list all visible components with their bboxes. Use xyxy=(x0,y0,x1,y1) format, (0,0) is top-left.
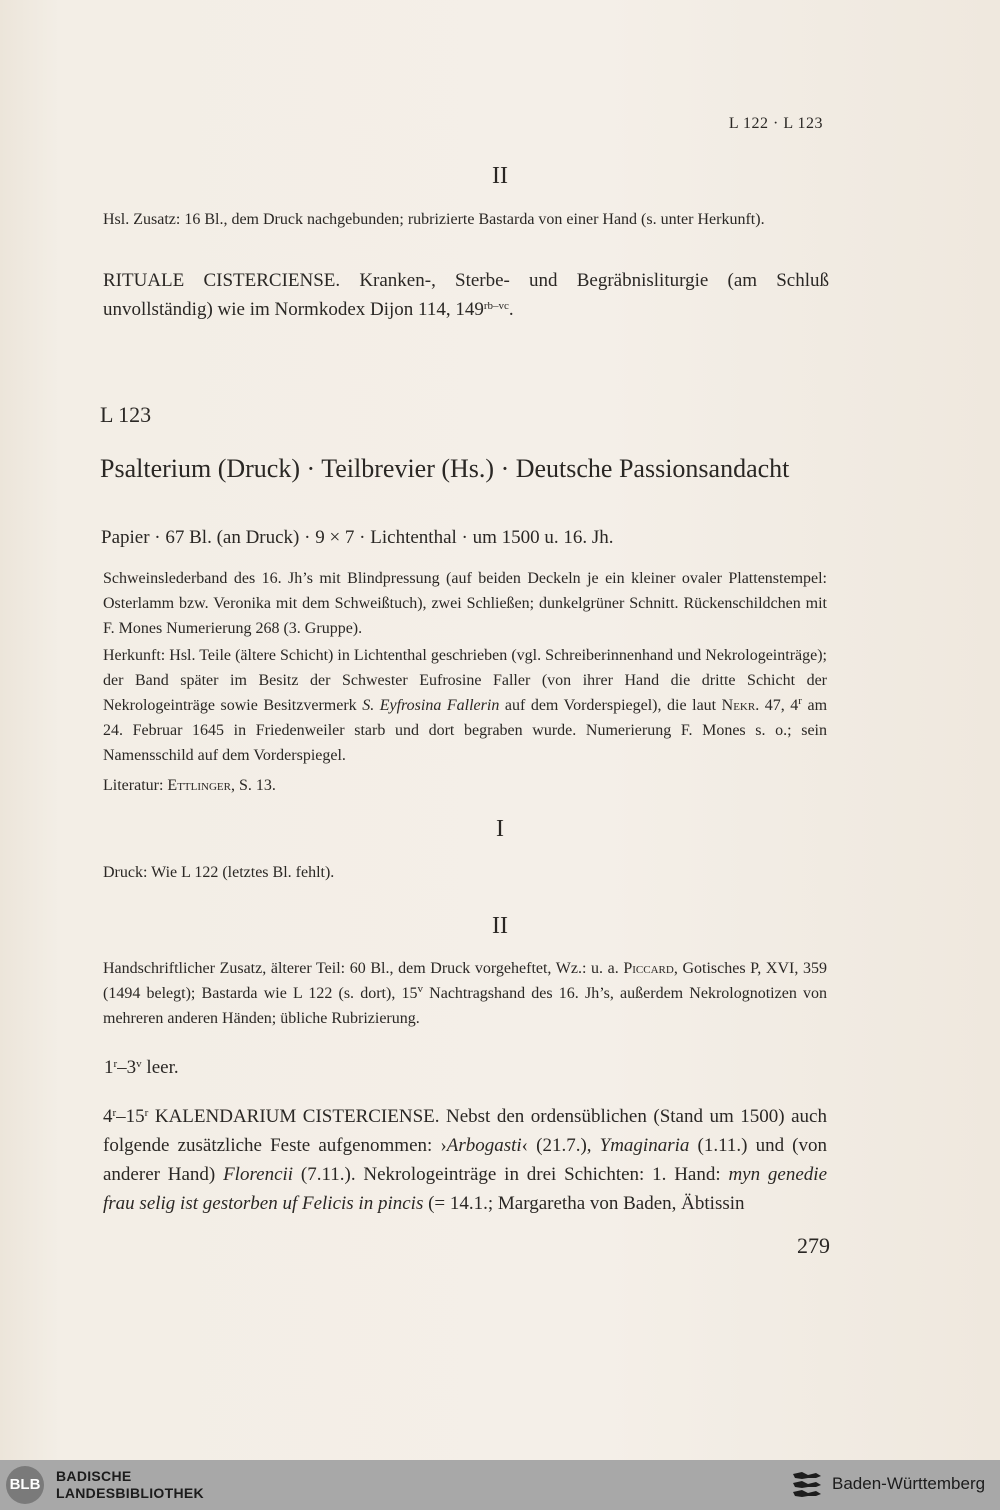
baden-wuerttemberg-lions-icon xyxy=(790,1470,824,1500)
page-number: 279 xyxy=(797,1233,830,1258)
kal-text-d: ‹ (21.7.), xyxy=(521,1135,600,1156)
leer-sup-b: v xyxy=(136,1058,142,1070)
rituale-text: RITUALE CISTERCIENSE. Kranken-, Sterbe- und Begräbnisliturgie (am Schluß unvollständig) wie im Normkodex Dijon 114, 149 xyxy=(103,270,829,320)
kal-florencii: Florencii xyxy=(223,1164,294,1185)
provenance-text-3: 47, 4 xyxy=(759,697,799,714)
running-header: L 122 · L 123 xyxy=(728,115,823,132)
provenance-paragraph xyxy=(103,643,827,768)
library-name-line1: BADISCHE xyxy=(56,1468,132,1484)
addition-text-c: Nachtragshand des 16. Jh’s, außerdem Nekrolognotizen von mehreren anderen Händen; übliche Rubrizierung. xyxy=(103,985,827,1027)
kalendarium-paragraph xyxy=(103,1102,827,1218)
kal-text-c: KALENDARIUM CISTERCIENSE. Nebst den ordensüblichen (Stand um 1500) auch folgende zusätzliche Feste aufgenommen: › xyxy=(103,1106,827,1156)
leer-folio-start: 1 xyxy=(104,1057,114,1078)
manuscript-addition-paragraph xyxy=(103,956,827,1031)
kal-text-f: (7.11.). Nekrologeinträge in drei Schichten: 1. Hand: xyxy=(293,1164,729,1185)
library-name[interactable] xyxy=(56,1468,204,1502)
section-heading-i: I xyxy=(496,816,504,842)
entry-number: L 123 xyxy=(100,402,152,427)
provenance-text-2: auf dem Vorderspiegel), die laut xyxy=(499,697,722,714)
piccard-reference: Piccard xyxy=(623,960,674,977)
kal-arbogasti: Arbogasti xyxy=(446,1135,522,1156)
rituale-end: . xyxy=(508,299,514,320)
folio-superscript: r xyxy=(798,695,802,707)
kal-folio-start: 4 xyxy=(103,1106,113,1127)
provenance-text-1: Herkunft: Hsl. Teile (ältere Schicht) in Lichtenthal geschrieben (vgl. Schreiberinnenhand und Nekrologeinträge); der Band später im Besitz der Schwester Eufrosine Faller (von ihrer Hand die dritte Schicht der Nekrologeinträge sowie Besitzvermerk xyxy=(103,647,827,714)
kal-nekrolog-quote: myn genedie frau selig ist gestorben uf Felicis in pincis xyxy=(103,1164,828,1214)
owner-inscription: S. Eyfrosina Fallerin xyxy=(362,697,500,714)
section-heading-ii-2: II xyxy=(492,913,508,939)
rituale-paragraph xyxy=(103,266,829,324)
viewer-footer-bar xyxy=(0,1460,1000,1510)
rituale-superscript: rb–vc xyxy=(483,300,509,312)
kal-text-g: (= 14.1.; Margaretha von Baden, Äbtissin xyxy=(423,1193,745,1214)
physical-description: Papier · 67 Bl. (an Druck) · 9 × 7 · Lichtenthal · um 1500 u. 16. Jh. xyxy=(101,527,614,548)
kal-sup-a: r xyxy=(112,1107,117,1119)
kal-folio-end: –15 xyxy=(116,1106,145,1127)
nekrolog-abbrev: Nekr. xyxy=(721,697,760,714)
library-name-line2: LANDESBIBLIOTHEK xyxy=(56,1485,204,1501)
provenance-text-4: am 24. Februar 1645 in Friedenweiler starb und dort begraben wurde. Numerierung F. Mones s. o.; sein Namensschild auf dem Vorderspiegel. xyxy=(103,697,828,764)
literature-rest: , S. 13. xyxy=(230,777,276,794)
blb-logo-icon[interactable]: BLB xyxy=(6,1466,44,1504)
literature-line xyxy=(103,777,276,795)
entry-title: Psalterium (Druck) · Teilbrevier (Hs.) · Deutsche Passionsandacht xyxy=(100,454,790,483)
addition-text-a: Handschriftlicher Zusatz, älterer Teil: 60 Bl., dem Druck vorgeheftet, Wz.: u. a. xyxy=(103,960,624,977)
section-heading-ii: II xyxy=(492,163,508,189)
kal-ymaginaria: Ymaginaria xyxy=(599,1135,690,1156)
blank-leaves-line xyxy=(104,1057,179,1079)
leer-sup-a: r xyxy=(113,1058,118,1070)
verso-superscript: v xyxy=(417,983,423,995)
handwritten-addition-note: Hsl. Zusatz: 16 Bl., dem Druck nachgebunden; rubrizierte Bastarda von einer Hand (s. unter Herkunft). xyxy=(103,211,765,228)
leer-folio-end: –3 xyxy=(117,1057,137,1078)
kal-text-e: (1.11.) und (von anderer Hand) xyxy=(103,1135,828,1185)
literature-author: Ettlinger xyxy=(167,777,231,794)
print-description: Druck: Wie L 122 (letztes Bl. fehlt). xyxy=(103,864,335,881)
binding-description: Schweinslederband des 16. Jh’s mit Blindpressung (auf beiden Deckeln je ein kleiner ovaler Plattenstempel: Osterlamm bzw. Veronika mit dem Schweißtuch), zwei Schließen; dunkelgrüner Schnitt. Rückenschildchen mit F. Mones Numerierung 268 (3. Gruppe). xyxy=(103,570,827,637)
state-name[interactable]: Baden-Württemberg xyxy=(832,1474,986,1493)
kal-sup-b: r xyxy=(144,1107,149,1119)
addition-text-b: , Gotisches P, XVI, 359 (1494 belegt); Bastarda wie L 122 (s. dort), 15 xyxy=(103,960,827,1002)
literature-label: Literatur: xyxy=(103,777,168,794)
leer-text: leer. xyxy=(141,1057,179,1078)
